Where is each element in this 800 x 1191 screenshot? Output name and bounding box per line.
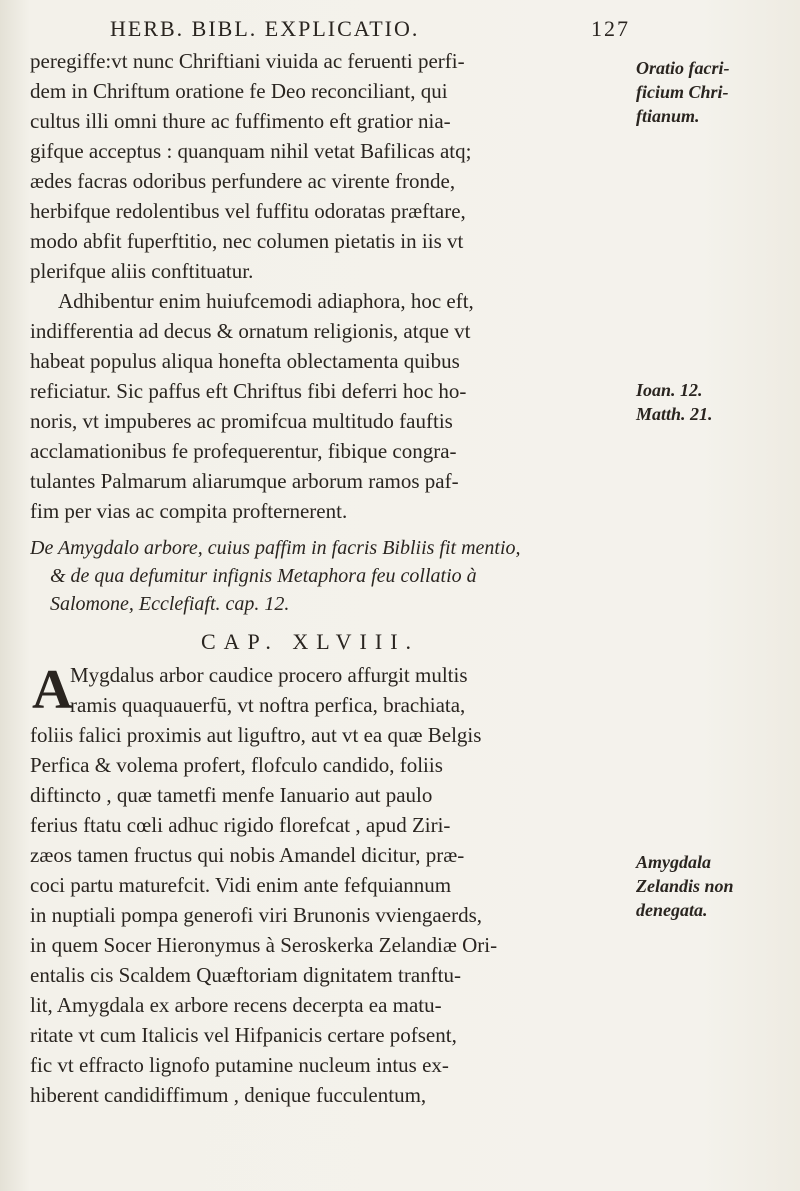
text-line: foliis falici proximis aut liguftro, aut vt ea quæ Belgis	[30, 723, 482, 747]
margin-note-oratio	[636, 56, 800, 128]
drop-capital: A	[32, 659, 73, 721]
text-line: coci partu maturefcit. Vidi enim ante fefquiannum	[30, 873, 452, 897]
text-line: fim per vias ac compita profternerent.	[30, 499, 348, 523]
margin-note-amygdala	[636, 850, 800, 922]
running-title: HERB. BIBL. EXPLICATIO.	[110, 16, 420, 41]
chapter-summary	[30, 534, 630, 618]
text-line: acclamationibus fe profequerentur, fibique congra-	[30, 439, 457, 463]
margin-note-line: Oratio facri-	[636, 58, 730, 78]
text-line: habeat populus aliqua honefta oblectamenta quibus	[30, 349, 460, 373]
paragraph-adiaphora	[30, 286, 630, 526]
text-line: fic vt effracto lignofo putamine nucleum intus ex-	[30, 1053, 449, 1077]
margin-note-line: Amygdala	[636, 852, 711, 872]
text-column	[30, 46, 630, 1110]
summary-line: & de qua defumitur infignis Metaphora feu collatio à	[50, 565, 477, 587]
margin-note-line: ftianum.	[636, 106, 700, 126]
paragraph-oratio	[30, 46, 630, 286]
text-line: zæos tamen fructus qui nobis Amandel dicitur, præ-	[30, 843, 465, 867]
text-line: ramis quaquauerfū, vt noftra perfica, brachiata,	[70, 693, 466, 717]
text-line: hiberent candidiffimum , denique fucculentum,	[30, 1083, 427, 1107]
paragraph-amygdalus	[30, 660, 630, 1110]
text-line: ferius ftatu cœli adhuc rigido florefcat , apud Ziri-	[30, 813, 451, 837]
text-line: herbifque redolentibus vel fuffitu odoratas præftare,	[30, 199, 466, 223]
margin-note-line: ficium Chri-	[636, 82, 729, 102]
text-line: peregiffe:vt nunc Chriftiani viuida ac feruenti perfi-	[30, 49, 465, 73]
text-line: cultus illi omni thure ac fuffimento eft gratior nia-	[30, 109, 451, 133]
text-line: Mygdalus arbor caudice procero affurgit multis	[70, 663, 468, 687]
text-line: Perfica & volema profert, flofculo candido, foliis	[30, 753, 443, 777]
summary-line: De Amygdalo arbore, cuius paffim in facris Bibliis fit mentio,	[30, 537, 521, 559]
text-line: entalis cis Scaldem Quæftoriam dignitatem tranftu-	[30, 963, 461, 987]
text-line: noris, vt impuberes ac promifcua multitudo fauftis	[30, 409, 453, 433]
margin-note-line: denegata.	[636, 900, 708, 920]
page-number: 127	[591, 16, 630, 41]
text-line: gifque acceptus : quanquam nihil vetat Bafilicas atq;	[30, 139, 472, 163]
summary-line: Salomone, Ecclefiaft. cap. 12.	[50, 593, 290, 615]
text-line: ædes facras odoribus perfundere ac virente fronde,	[30, 169, 456, 193]
margin-note-line: Matth. 21.	[636, 404, 713, 424]
text-line: Adhibentur enim huiufcemodi adiaphora, hoc eft,	[58, 289, 474, 313]
text-line: modo abfit fuperftitio, nec columen pietatis in iis vt	[30, 229, 464, 253]
running-header	[110, 16, 630, 46]
margin-note-references	[636, 378, 800, 426]
text-line: lit, Amygdala ex arbore recens decerpta ea matu-	[30, 993, 442, 1017]
margin-note-line: Ioan. 12.	[636, 380, 703, 400]
text-line: dem in Chriftum oratione fe Deo reconciliant, qui	[30, 79, 448, 103]
text-line: plerifque aliis conftituatur.	[30, 259, 254, 283]
text-line: ritate vt cum Italicis vel Hifpanicis certare pofsent,	[30, 1023, 457, 1047]
text-line: diftincto , quæ tametfi menfe Ianuario aut paulo	[30, 783, 433, 807]
text-line: reficiatur. Sic paffus eft Chriftus fibi deferri hoc ho-	[30, 379, 467, 403]
text-line: in nuptiali pompa generofi viri Brunonis vviengaerds,	[30, 903, 482, 927]
margin-note-line: Zelandis non	[636, 876, 734, 896]
text-line: in quem Socer Hieronymus à Seroskerka Zelandiæ Ori-	[30, 933, 498, 957]
text-line: tulantes Palmarum aliarumque arborum ramos paf-	[30, 469, 459, 493]
text-line: indifferentia ad decus & ornatum religionis, atque vt	[30, 319, 471, 343]
chapter-heading: CAP. XLVIII.	[200, 629, 420, 654]
